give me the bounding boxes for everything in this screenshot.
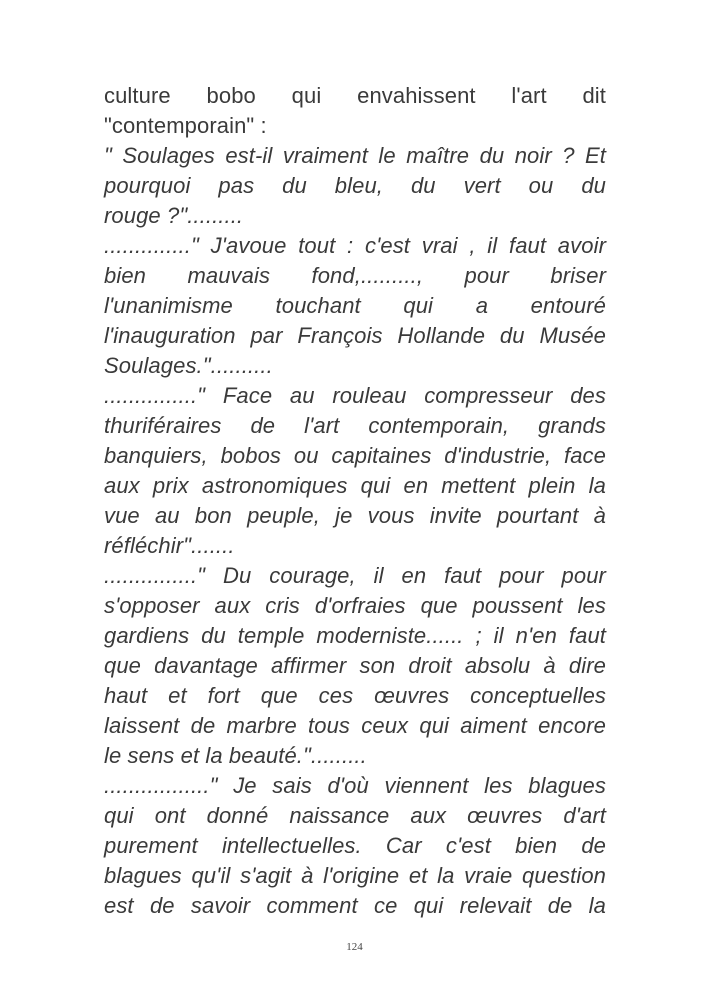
text-line: laissent de marbre tous ceux qui aiment encore — [104, 713, 606, 738]
text-line: haut et fort que ces œuvres conceptuelles — [104, 683, 606, 708]
text-line: rouge ?"......... — [104, 203, 244, 228]
text-line: blagues qu'il s'agit à l'origine et la vraie question — [104, 863, 606, 888]
text-line: ..............." Face au rouleau compresseur des — [104, 383, 606, 408]
text-line: que davantage affirmer son droit absolu à dire — [104, 653, 606, 678]
text-line: .............." J'avoue tout : c'est vrai , il faut avoir — [104, 233, 606, 258]
text-line: " Soulages est-il vraiment le maître du noir ? Et — [104, 143, 606, 168]
text-line: purement intellectuelles. Car c'est bien de — [104, 833, 606, 858]
text-line: Soulages.".......... — [104, 353, 273, 378]
text-line: ..............." Du courage, il en faut pour pour — [104, 563, 606, 588]
text-line: le sens et la beauté."......... — [104, 743, 367, 768]
document-body — [104, 81, 606, 921]
text-line: "contemporain" : — [104, 113, 267, 138]
text-line: ................." Je sais d'où viennent les blagues — [104, 773, 606, 798]
text-line: thuriféraires de l'art contemporain, grands — [104, 413, 606, 438]
text-line: gardiens du temple moderniste...... ; il n'en faut — [104, 623, 606, 648]
text-line: bien mauvais fond,........., pour briser — [104, 263, 606, 288]
text-line: réfléchir"....... — [104, 533, 235, 558]
text-line: pourquoi pas du bleu, du vert ou du — [104, 173, 606, 198]
text-line: s'opposer aux cris d'orfraies que poussent les — [104, 593, 606, 618]
text-line: l'inauguration par François Hollande du Musée — [104, 323, 606, 348]
text-line: culture bobo qui envahissent l'art dit — [104, 83, 606, 108]
text-line: l'unanimisme touchant qui a entouré — [104, 293, 606, 318]
text-line: aux prix astronomiques qui en mettent plein la — [104, 473, 606, 498]
text-line: est de savoir comment ce qui relevait de la — [104, 893, 606, 918]
text-line: vue au bon peuple, je vous invite pourtant à — [104, 503, 606, 528]
page-number: 124 — [346, 941, 363, 953]
text-line: banquiers, bobos ou capitaines d'industrie, face — [104, 443, 606, 468]
text-line: qui ont donné naissance aux œuvres d'art — [104, 803, 606, 828]
